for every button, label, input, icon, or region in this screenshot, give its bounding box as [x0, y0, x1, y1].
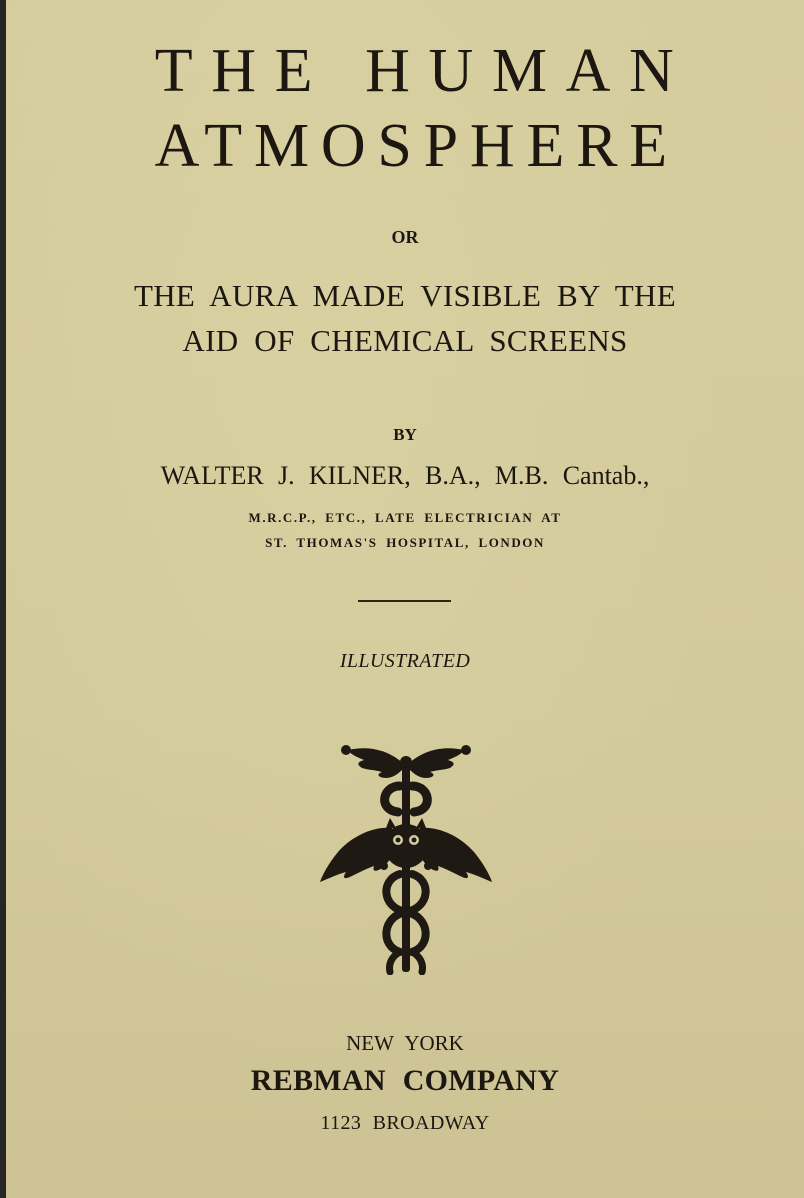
subtitle-line-2: AID OF CHEMICAL SCREENS: [182, 323, 628, 358]
conjunction-or: OR: [391, 227, 419, 247]
imprint-city: NEW YORK: [346, 1031, 464, 1055]
imprint-publisher: REBMAN COMPANY: [250, 1064, 560, 1097]
title-page: [6, 0, 804, 1198]
author-credentials-line-1: M.R.C.P., ETC., LATE ELECTRICIAN AT: [248, 510, 562, 525]
book-title-line-2: ATMOSPHERE: [154, 112, 679, 180]
by-label: BY: [393, 425, 417, 444]
caduceus-icon: [316, 740, 496, 975]
author-name: WALTER J. KILNER, B.A., M.B. Cantab.,: [160, 461, 650, 490]
illustrated-label: ILLUSTRATED: [339, 650, 471, 672]
divider-rule: [358, 600, 451, 602]
subtitle-line-1: THE AURA MADE VISIBLE BY THE: [133, 278, 676, 313]
book-title-line-1: THE HUMAN: [154, 37, 693, 105]
imprint-address: 1123 BROADWAY: [320, 1112, 490, 1134]
author-credentials-line-2: ST. THOMAS'S HOSPITAL, LONDON: [265, 535, 545, 550]
